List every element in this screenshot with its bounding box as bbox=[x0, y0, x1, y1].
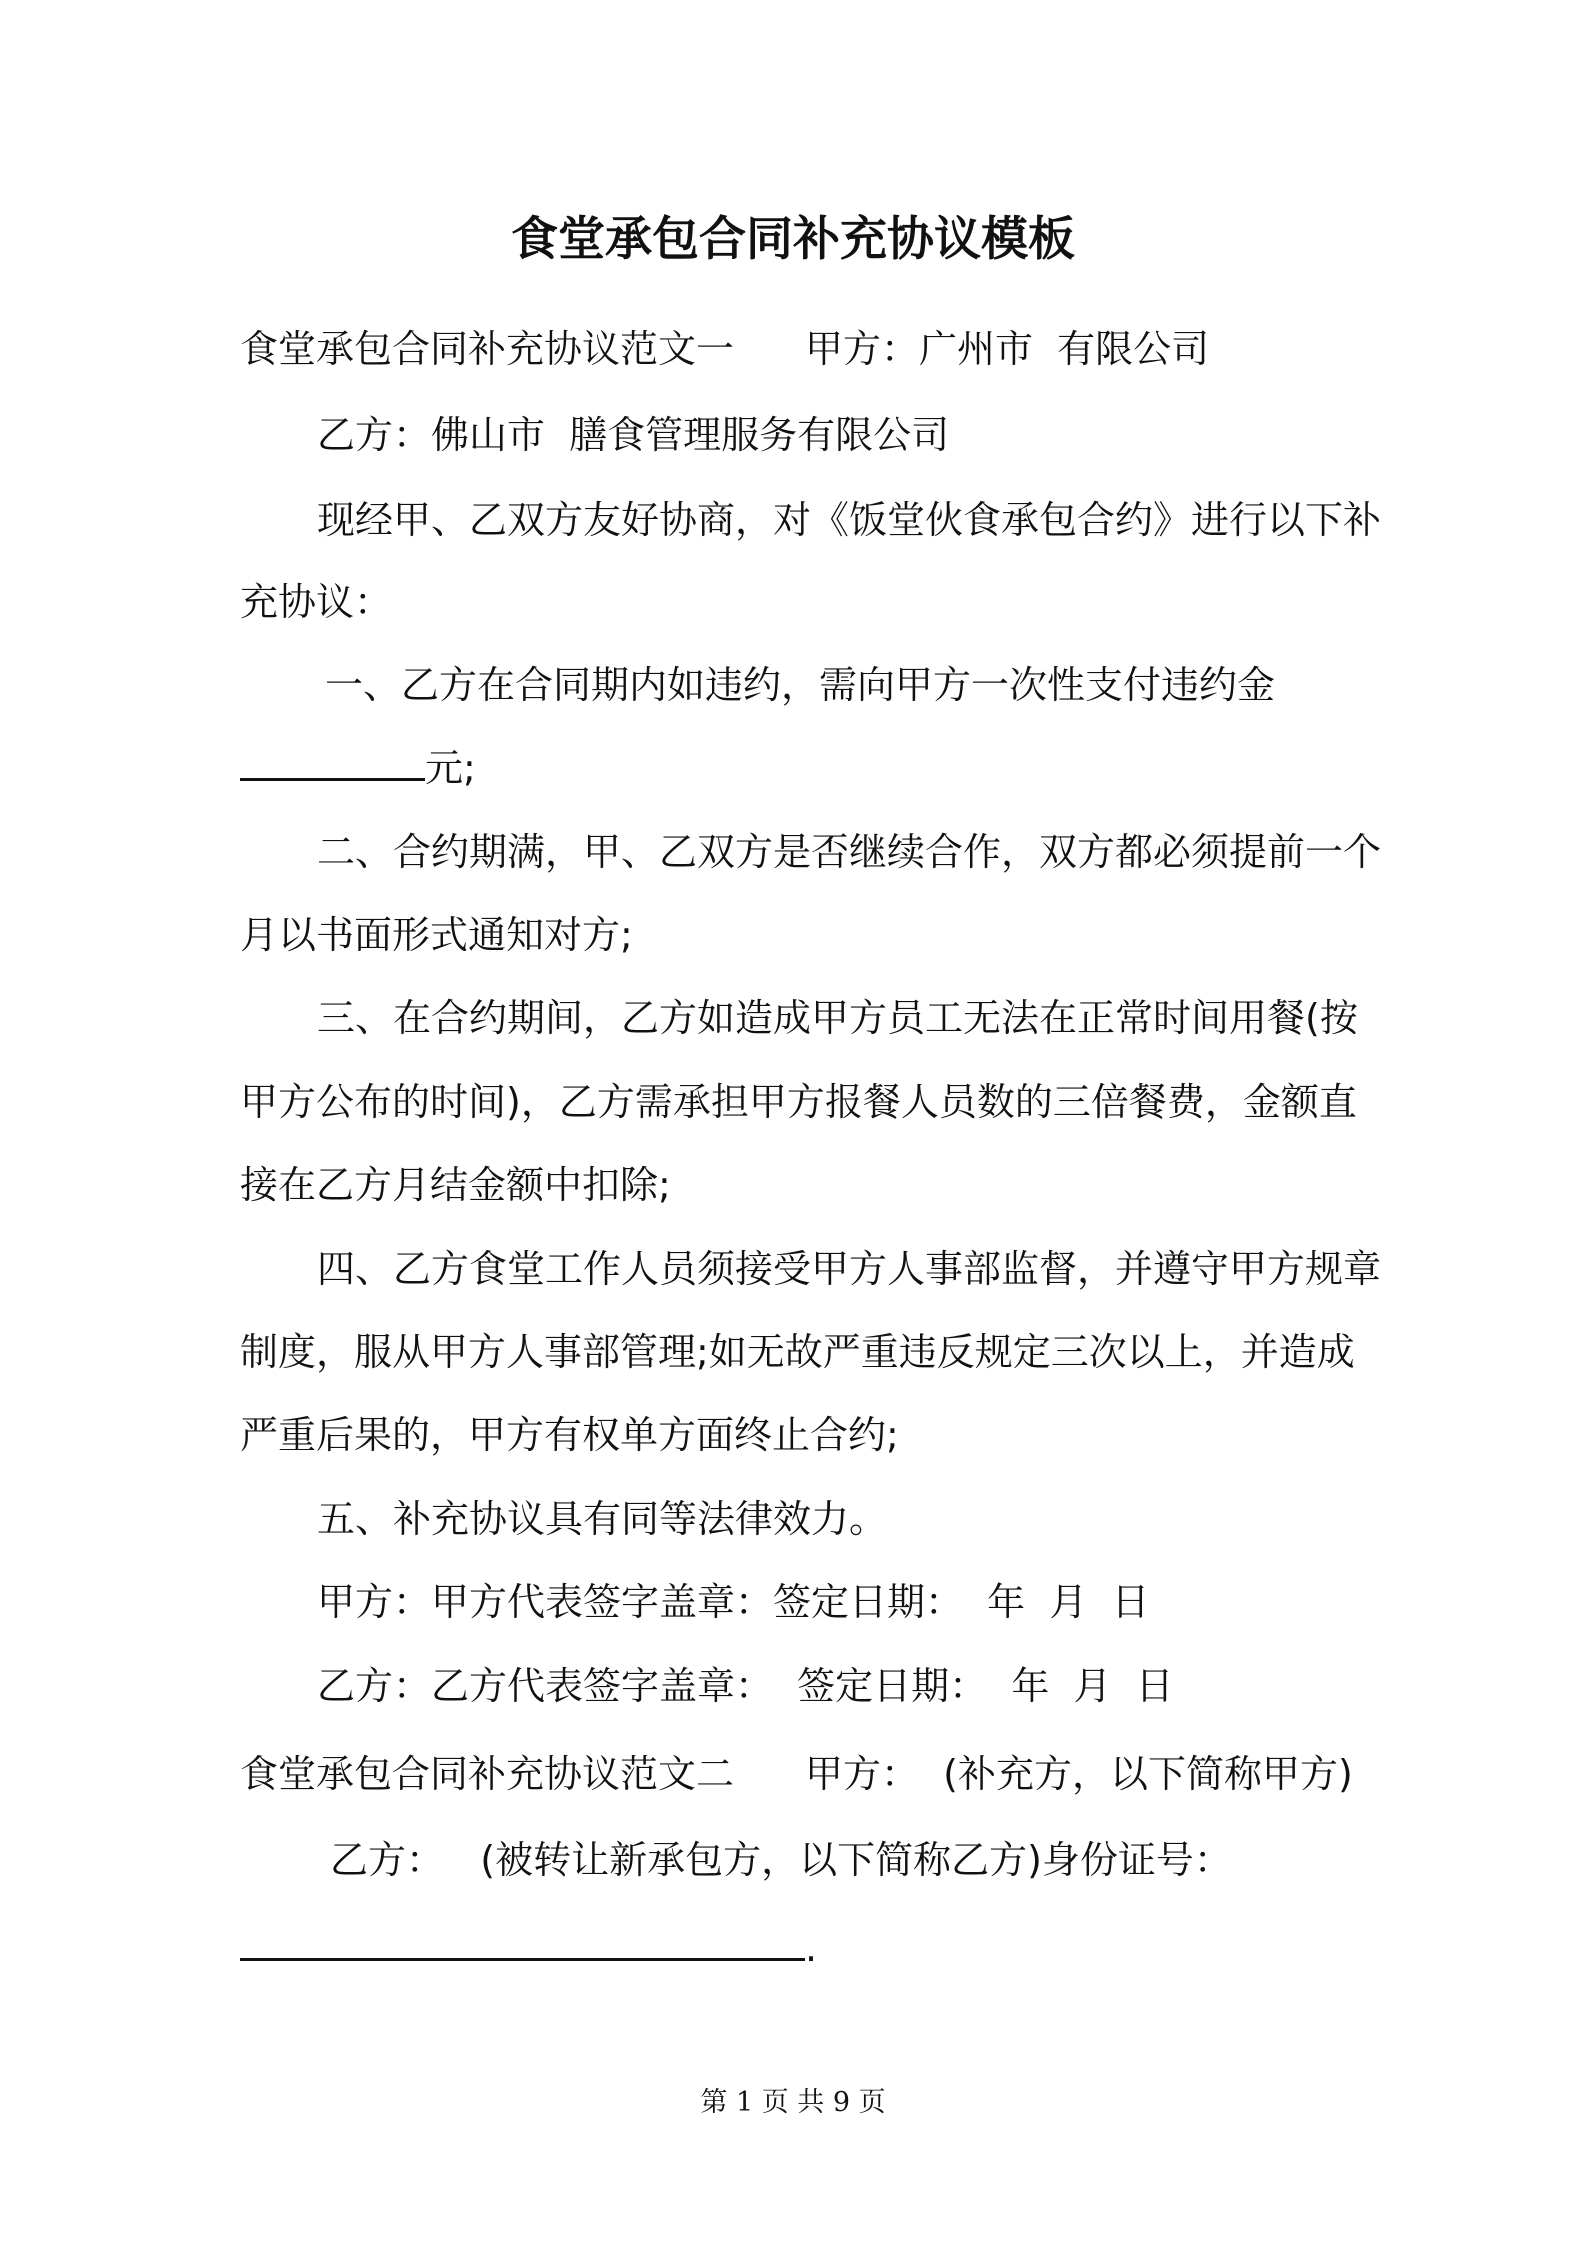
signature-party-b: 乙方：乙方代表签字盖章： 签定日期： 年 月 日 bbox=[317, 1664, 1174, 1708]
amount-blank bbox=[240, 748, 425, 781]
intro-line-2: 充协议： bbox=[240, 580, 393, 624]
sample2-party-a: 甲方： (补充方，以下简称甲方) bbox=[805, 1752, 1353, 1796]
document-title: 食堂承包合同补充协议模板 bbox=[511, 212, 1075, 267]
clause3-line-1: 三、在合约期间，乙方如造成甲方员工无法在正常时间用餐(按 bbox=[317, 996, 1358, 1040]
sample2-party-b: 乙方： (被转让新承包方，以下简称乙方)身份证号： bbox=[330, 1838, 1232, 1882]
clause4-line-1: 四、乙方食堂工作人员须接受甲方人事部监督，并遵守甲方规章 bbox=[317, 1247, 1382, 1291]
id-number-line bbox=[240, 1926, 817, 1972]
sample1-party-b: 乙方：佛山市 膳食管理服务有限公司 bbox=[317, 413, 950, 457]
clause2-line-2: 月以书面形式通知对方; bbox=[240, 913, 633, 957]
clause4-line-2: 制度，服从甲方人事部管理;如无故严重违反规定三次以上，并造成 bbox=[240, 1330, 1355, 1374]
sample2-heading: 食堂承包合同补充协议范文二 bbox=[240, 1752, 735, 1796]
clause3-line-3: 接在乙方月结金额中扣除; bbox=[240, 1163, 671, 1207]
id-line-end: . bbox=[805, 1926, 818, 1970]
clause1-line-1: 一、乙方在合同期内如违约，需向甲方一次性支付违约金 bbox=[325, 663, 1276, 707]
sample1-party-a: 甲方：广州市 有限公司 bbox=[805, 327, 1210, 371]
clause1-line-2 bbox=[240, 746, 476, 792]
clause4-line-3: 严重后果的，甲方有权单方面终止合约; bbox=[240, 1413, 899, 1457]
signature-party-a: 甲方：甲方代表签字盖章：签定日期： 年 月 日 bbox=[317, 1580, 1150, 1624]
id-number-blank bbox=[240, 1928, 805, 1961]
clause5-line: 五、补充协议具有同等法律效力。 bbox=[317, 1497, 888, 1541]
clause2-line-1: 二、合约期满，甲、乙双方是否继续合作，双方都必须提前一个 bbox=[317, 830, 1382, 874]
sample1-heading: 食堂承包合同补充协议范文一 bbox=[240, 327, 735, 371]
clause3-line-2: 甲方公布的时间)，乙方需承担甲方报餐人员数的三倍餐费，金额直 bbox=[240, 1080, 1357, 1124]
clause1-unit: 元; bbox=[425, 746, 476, 790]
page-footer: 第 1 页 共 9 页 bbox=[700, 2087, 886, 2118]
intro-line-1: 现经甲、乙双方友好协商，对《饭堂伙食承包合约》进行以下补 bbox=[317, 498, 1382, 542]
